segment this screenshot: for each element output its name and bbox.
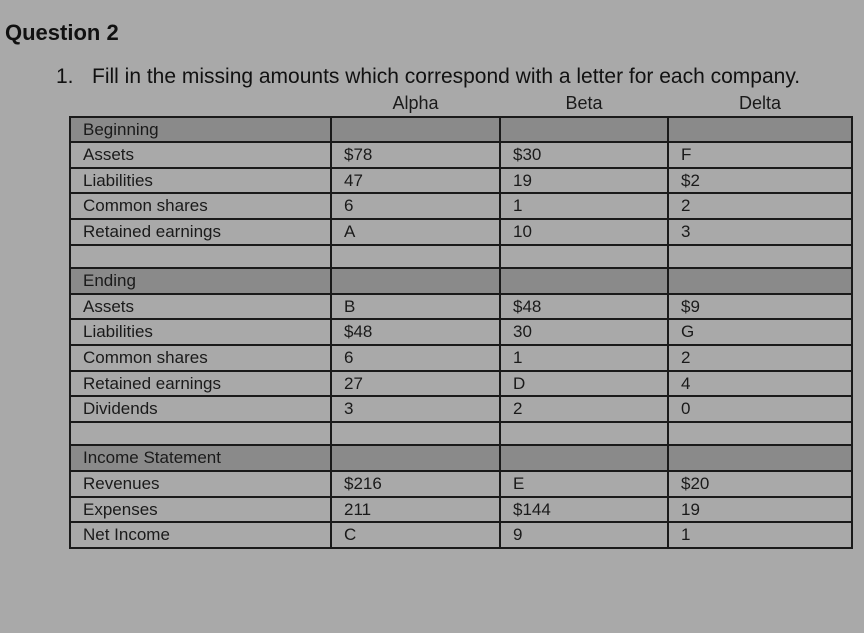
cell-alpha — [331, 268, 500, 294]
table-row-section — [70, 268, 852, 294]
cell-alpha: $216 — [331, 471, 500, 497]
row-label: Liabilities — [70, 319, 331, 345]
table-row-data — [70, 345, 852, 371]
cell-alpha: 211 — [331, 497, 500, 523]
cell-delta — [668, 445, 852, 471]
cell-delta — [668, 422, 852, 446]
cell-alpha: 47 — [331, 168, 500, 194]
instruction-number: 1. — [56, 65, 74, 88]
cell-beta: 1 — [500, 345, 668, 371]
cell-delta — [668, 268, 852, 294]
row-label — [70, 422, 331, 446]
table-header-row — [70, 92, 852, 117]
cell-delta: $9 — [668, 294, 852, 320]
row-label: Common shares — [70, 345, 331, 371]
table-row-data — [70, 294, 852, 320]
instruction-text: Fill in the missing amounts which correspond with a letter for each company. — [92, 65, 801, 88]
table-row-data — [70, 142, 852, 168]
cell-delta: 19 — [668, 497, 852, 523]
row-label: Common shares — [70, 193, 331, 219]
question-title: Question 2 — [5, 20, 119, 45]
cell-beta — [500, 245, 668, 269]
cell-alpha: $78 — [331, 142, 500, 168]
cell-alpha: $48 — [331, 319, 500, 345]
cell-beta — [500, 422, 668, 446]
cell-delta: 0 — [668, 396, 852, 422]
row-label: Retained earnings — [70, 371, 331, 397]
cell-delta: 2 — [668, 345, 852, 371]
table-row-data — [70, 193, 852, 219]
cell-beta: $48 — [500, 294, 668, 320]
table-row-data — [70, 168, 852, 194]
cell-delta: 1 — [668, 522, 852, 548]
cell-beta: 2 — [500, 396, 668, 422]
table-row-section — [70, 445, 852, 471]
table-row-blank — [70, 245, 852, 269]
table-row-blank — [70, 422, 852, 446]
row-label: Assets — [70, 142, 331, 168]
row-label: Ending — [70, 268, 331, 294]
cell-delta: 3 — [668, 219, 852, 245]
table-row-data — [70, 219, 852, 245]
cell-alpha: 6 — [331, 193, 500, 219]
cell-alpha: 27 — [331, 371, 500, 397]
cell-delta: $2 — [668, 168, 852, 194]
table-row-data — [70, 471, 852, 497]
cell-delta — [668, 117, 852, 143]
cell-beta — [500, 445, 668, 471]
table-row-data — [70, 371, 852, 397]
header-beta: Beta — [500, 92, 668, 117]
cell-alpha: 3 — [331, 396, 500, 422]
table-row-data — [70, 522, 852, 548]
row-label: Dividends — [70, 396, 331, 422]
table-row-data — [70, 319, 852, 345]
row-label — [70, 245, 331, 269]
cell-delta: $20 — [668, 471, 852, 497]
cell-alpha: C — [331, 522, 500, 548]
cell-alpha: A — [331, 219, 500, 245]
cell-alpha — [331, 245, 500, 269]
row-label: Income Statement — [70, 445, 331, 471]
header-empty-cell — [70, 92, 331, 117]
instruction — [56, 65, 800, 89]
cell-beta: E — [500, 471, 668, 497]
cell-beta — [500, 117, 668, 143]
row-label: Revenues — [70, 471, 331, 497]
financial-table — [69, 92, 853, 549]
cell-beta: $144 — [500, 497, 668, 523]
row-label: Retained earnings — [70, 219, 331, 245]
cell-delta: 4 — [668, 371, 852, 397]
row-label: Net Income — [70, 522, 331, 548]
cell-alpha: 6 — [331, 345, 500, 371]
cell-alpha — [331, 445, 500, 471]
cell-beta: 30 — [500, 319, 668, 345]
table-row-data — [70, 396, 852, 422]
table-row-data — [70, 497, 852, 523]
cell-beta: 9 — [500, 522, 668, 548]
cell-beta — [500, 268, 668, 294]
row-label: Assets — [70, 294, 331, 320]
cell-delta: G — [668, 319, 852, 345]
header-delta: Delta — [668, 92, 852, 117]
table-row-section — [70, 117, 852, 143]
header-alpha: Alpha — [331, 92, 500, 117]
cell-delta: F — [668, 142, 852, 168]
row-label: Beginning — [70, 117, 331, 143]
cell-alpha — [331, 117, 500, 143]
cell-delta — [668, 245, 852, 269]
row-label: Expenses — [70, 497, 331, 523]
cell-beta: 19 — [500, 168, 668, 194]
cell-beta: 1 — [500, 193, 668, 219]
cell-alpha — [331, 422, 500, 446]
cell-alpha: B — [331, 294, 500, 320]
cell-beta: 10 — [500, 219, 668, 245]
cell-delta: 2 — [668, 193, 852, 219]
row-label: Liabilities — [70, 168, 331, 194]
cell-beta: $30 — [500, 142, 668, 168]
cell-beta: D — [500, 371, 668, 397]
